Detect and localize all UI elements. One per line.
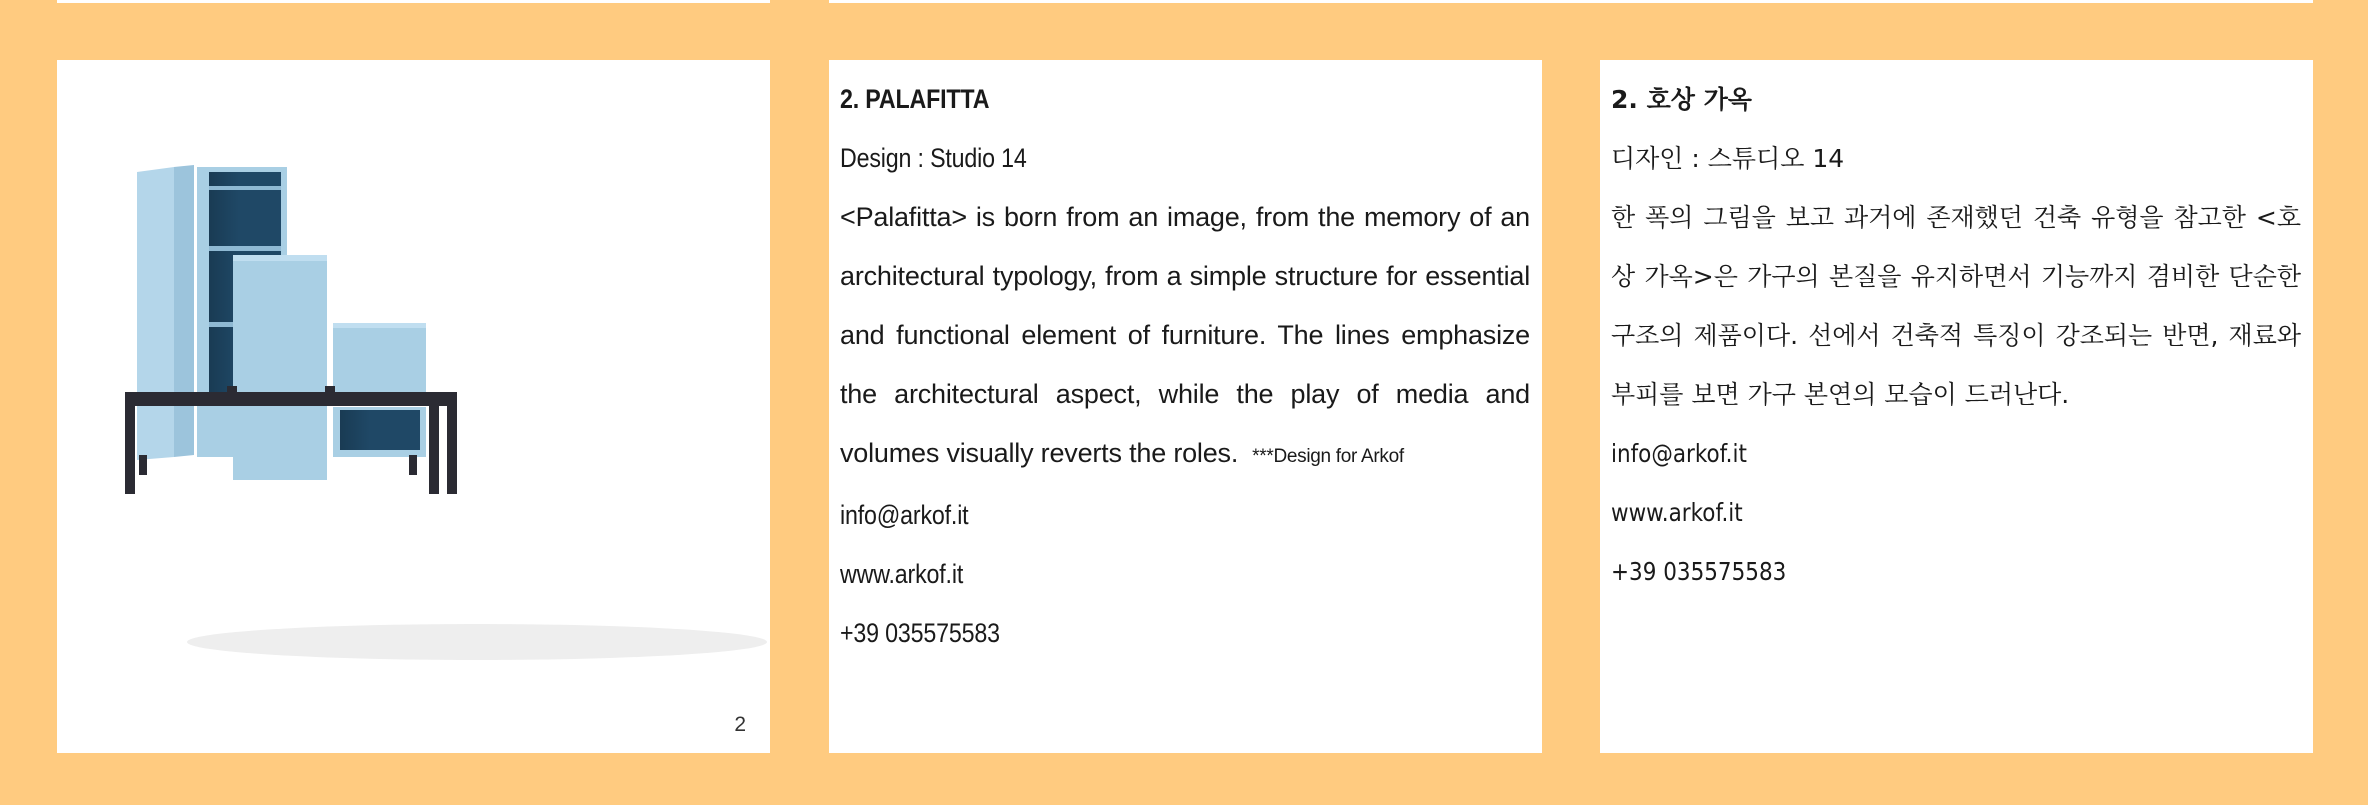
english-text-panel — [829, 60, 1542, 753]
website-korean[interactable]: www.arkof.it — [1611, 498, 1743, 527]
middle-cabinet — [233, 255, 327, 480]
top-strip-left — [57, 0, 770, 3]
right-cube — [333, 323, 426, 398]
image-panel — [57, 60, 770, 753]
website-english[interactable]: www.arkof.it — [840, 559, 964, 589]
open-door — [137, 167, 174, 460]
furniture-icon — [57, 60, 770, 753]
korean-text-panel — [1600, 60, 2313, 753]
email-korean[interactable]: info@arkof.it — [1611, 439, 1747, 468]
title-english: 2. PALAFITTA — [840, 84, 990, 114]
designer-korean: 디자인 : 스튜디오 14 — [1611, 144, 1845, 173]
designer-english: Design : Studio 14 — [840, 143, 1027, 173]
top-strip-right — [829, 0, 2313, 3]
description-english: <Palafitta> is born from an image, from the memory of an architectural typology, from a simple structure for essential and functional element of furniture. The lines emphasize the architectural aspect, while the play of media and volumes visually reverts the roles. — [840, 202, 1530, 468]
bench-frame — [125, 392, 457, 406]
title-korean: 2. 호상 가옥 — [1611, 85, 1752, 114]
page-number: 2 — [734, 713, 746, 736]
description-korean: 한 폭의 그림을 보고 과거에 존재했던 건축 유형을 참고한 <호상 가옥>은 가구의 본질을 유지하면서 기능까지 겸비한 단순한 구조의 제품이다. 선에서 건축적 특징이 강조되는 반면, 재료와 부피를 보면 가구 본연의 모습이 드러난다. — [1611, 203, 2301, 409]
phone-korean: +39 035575583 — [1611, 557, 1787, 586]
phone-english: +39 035575583 — [840, 618, 1000, 648]
email-english[interactable]: info@arkof.it — [840, 500, 969, 530]
design-note: ***Design for Arkof — [1252, 446, 1404, 467]
